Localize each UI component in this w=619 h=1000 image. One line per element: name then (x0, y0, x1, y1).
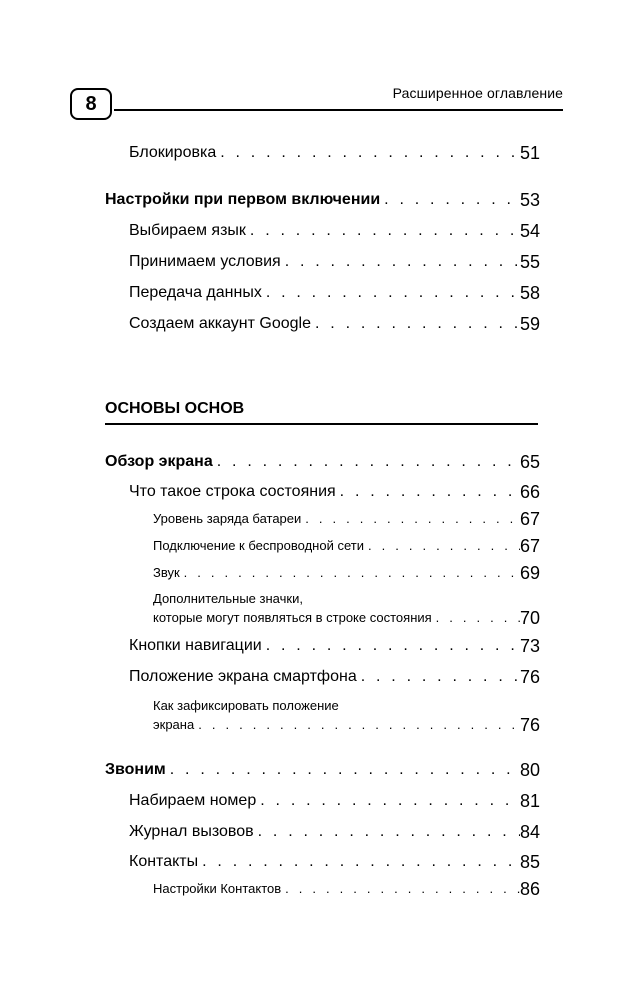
dot-leader (281, 252, 520, 272)
toc-entry-page: 70 (519, 608, 540, 628)
toc-entry-label: Журнал вызовов (129, 823, 254, 840)
toc-entry[interactable] (105, 760, 540, 780)
toc-entry-label: Принимаем условия (129, 253, 281, 270)
toc-entry-page: 66 (519, 482, 540, 502)
toc-entry-page: 81 (519, 791, 540, 811)
toc-entry[interactable] (129, 822, 540, 842)
toc-entry-page: 85 (519, 852, 540, 872)
toc-entry-page: 73 (519, 636, 540, 656)
toc-entry-label: Создаем аккаунт Google (129, 315, 312, 332)
toc-entry-label-line2: экрана (153, 717, 195, 732)
toc-entry-label: Контакты (129, 853, 199, 870)
toc-entry-page: 51 (519, 143, 540, 163)
toc-entry[interactable] (129, 252, 540, 272)
dot-leader (311, 314, 520, 334)
toc-entry[interactable] (129, 791, 540, 811)
toc-entry[interactable] (129, 636, 540, 656)
running-title: Расширенное оглавление (392, 85, 563, 101)
toc-entry[interactable] (153, 563, 540, 583)
section-title: ОСНОВЫ ОСНОВ (105, 400, 245, 417)
toc-entry[interactable] (153, 697, 540, 735)
toc-entry[interactable] (153, 509, 540, 529)
toc-entry-page: 80 (519, 760, 540, 780)
header-rule (114, 109, 563, 111)
toc-entry[interactable] (105, 452, 540, 472)
toc-entry-label: Положение экрана смартфона (129, 668, 357, 685)
toc-entry-label: Что такое строка состояния (129, 483, 336, 500)
dot-leader (166, 760, 520, 780)
toc-entry-page: 54 (519, 221, 540, 241)
dot-leader (216, 143, 520, 163)
toc-entry-label: Настройки Контактов (153, 881, 282, 896)
dot-leader (256, 791, 520, 811)
toc-entry[interactable] (129, 283, 540, 303)
toc-entry-label: Уровень заряда батареи (153, 511, 302, 526)
toc-entry-label-line1: Дополнительные значки, (153, 591, 303, 606)
toc-entry-page: 69 (519, 563, 540, 583)
toc-entry-page: 53 (519, 190, 540, 210)
toc-entry[interactable] (129, 221, 540, 241)
toc-entry-label-line2: которые могут появляться в строке состояния (153, 610, 432, 625)
toc-entry-label: Набираем номер (129, 792, 257, 809)
toc-entry-label: Звоним (105, 761, 166, 778)
toc-entry[interactable] (129, 143, 540, 163)
toc-entry[interactable] (105, 190, 540, 210)
page-header (70, 82, 563, 122)
dot-leader (180, 563, 520, 583)
toc-entry-page: 67 (519, 536, 540, 556)
toc-entry[interactable] (129, 852, 540, 872)
dot-leader (432, 608, 520, 628)
toc-entry-label-line1: Как зафиксировать положение (153, 698, 339, 713)
page-number: 8 (70, 88, 112, 120)
dot-leader (194, 715, 520, 735)
dot-leader (336, 482, 520, 502)
dot-leader (262, 636, 520, 656)
toc-entry-label: Выбираем язык (129, 222, 246, 239)
dot-leader (357, 667, 520, 687)
toc-entry-label: Звук (153, 565, 180, 580)
toc-entry[interactable] (153, 879, 540, 899)
toc-entry-page: 76 (519, 715, 540, 735)
toc-entry-page: 76 (519, 667, 540, 687)
toc-entry-label: Кнопки навигации (129, 637, 262, 654)
toc-entry-label: Обзор экрана (105, 453, 213, 470)
dot-leader (262, 283, 520, 303)
toc-entry-label: Блокировка (129, 144, 217, 161)
toc-entry-page: 84 (519, 822, 540, 842)
toc-entry-label: Передача данных (129, 284, 262, 301)
dot-leader (364, 536, 520, 556)
dot-leader (281, 879, 520, 899)
toc-entry[interactable] (153, 590, 540, 628)
dot-leader (246, 221, 520, 241)
toc-entry-page: 55 (519, 252, 540, 272)
toc-entry-page: 67 (519, 509, 540, 529)
toc-entry[interactable] (129, 482, 540, 502)
dot-leader (301, 509, 520, 529)
dot-leader (254, 822, 520, 842)
toc-entry-label: Настройки при первом включении (105, 191, 381, 208)
toc-entry[interactable] (153, 536, 540, 556)
toc-entry-page: 65 (519, 452, 540, 472)
dot-leader (380, 190, 520, 210)
toc-entry[interactable] (129, 314, 540, 334)
dot-leader (213, 452, 520, 472)
toc-entry-page: 59 (519, 314, 540, 334)
dot-leader (198, 852, 520, 872)
toc-entry-page: 86 (519, 879, 540, 899)
toc-entry-page: 58 (519, 283, 540, 303)
toc-entry-label: Подключение к беспроводной сети (153, 538, 364, 553)
toc-entry[interactable] (129, 667, 540, 687)
section-rule (105, 423, 538, 425)
